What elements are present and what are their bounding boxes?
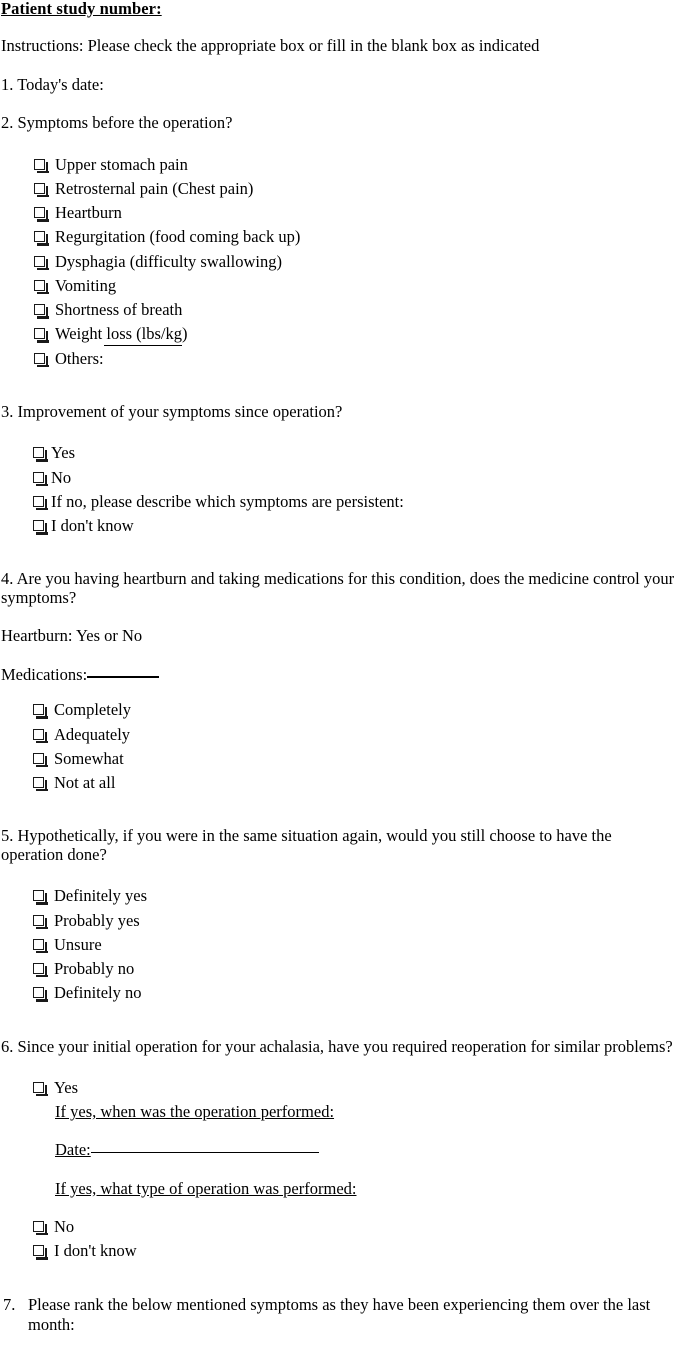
spacer: [1, 1263, 676, 1295]
checkbox-option[interactable]: [1, 933, 676, 957]
checkbox-icon[interactable]: [33, 753, 44, 764]
medications-line: [1, 666, 676, 684]
page-title: Patient study number:: [1, 0, 162, 18]
checkbox-option[interactable]: [1, 1239, 676, 1263]
checkbox-icon[interactable]: [34, 304, 45, 315]
checkbox-label: Others:: [55, 348, 104, 368]
checkbox-option[interactable]: [1, 322, 676, 346]
checkbox-option[interactable]: [1, 909, 676, 933]
checkbox-icon[interactable]: [33, 704, 44, 715]
spacer: [1, 17, 676, 37]
if-yes-when-line: [1, 1100, 676, 1124]
checkbox-option[interactable]: [1, 298, 676, 322]
spacer: [1, 795, 676, 827]
checkbox-option-others[interactable]: [1, 347, 676, 371]
checkbox-label: Completely: [54, 700, 131, 720]
checkbox-icon[interactable]: [34, 231, 45, 242]
instructions-text: Instructions: Please check the appropriate box or fill in the blank box as indicated: [1, 36, 540, 56]
question-4-text: 4. Are you having heartburn and taking medications for this condition, does the medicine control your symptoms?: [1, 569, 675, 607]
others-blank-field[interactable]: [104, 345, 182, 346]
medications-label: Medications:: [1, 664, 88, 684]
checkbox-icon[interactable]: [34, 328, 45, 339]
checkbox-label: Probably no: [54, 959, 135, 978]
checkbox-option[interactable]: [1, 1215, 676, 1239]
checkbox-icon[interactable]: [34, 280, 45, 291]
spacer: [1, 864, 676, 884]
spacer: [1, 538, 676, 570]
spacer: [1, 607, 676, 627]
if-yes-type-line: [1, 1177, 676, 1201]
checkbox-label: If no, please describe which symptoms are persistent:: [51, 491, 404, 511]
if-yes-when-label: If yes, when was the operation performed:: [55, 1102, 335, 1122]
question-6-text: 6. Since your initial operation for your achalasia, have you required reoperation for similar problems?: [1, 1036, 673, 1056]
checkbox-option[interactable]: [1, 225, 676, 249]
question-5-options: [1, 884, 676, 1005]
checkbox-label: Regurgitation (food coming back up): [55, 227, 301, 247]
checkbox-icon[interactable]: [33, 777, 44, 788]
checkbox-icon[interactable]: [33, 1245, 44, 1256]
date-blank-field[interactable]: [91, 1152, 319, 1153]
question-2-options: [1, 153, 676, 371]
heartburn-line: Heartburn: Yes or No: [1, 626, 143, 646]
checkbox-option[interactable]: [1, 441, 676, 465]
checkbox-option[interactable]: [1, 957, 676, 981]
spacer: [1, 1201, 676, 1215]
checkbox-label: Not at all: [54, 773, 116, 793]
checkbox-icon[interactable]: [33, 472, 44, 483]
checkbox-label: Probably yes: [54, 910, 140, 930]
spacer: [1, 646, 676, 666]
checkbox-icon[interactable]: [33, 939, 44, 950]
checkbox-label: Heartburn: [55, 203, 122, 223]
checkbox-icon[interactable]: [33, 890, 44, 901]
spacer: [1, 684, 676, 698]
checkbox-label: I don't know: [54, 1241, 137, 1261]
checkbox-option[interactable]: [1, 723, 676, 747]
checkbox-label: Yes: [54, 1077, 79, 1097]
question-7-number: 7.: [3, 1295, 16, 1315]
checkbox-label: Dysphagia (difficulty swallowing): [55, 251, 282, 271]
checkbox-option[interactable]: [1, 466, 676, 490]
checkbox-label: I don't know: [51, 516, 134, 536]
question-7-text: Please rank the below mentioned symptoms as they have been experiencing them over the last month:: [28, 1295, 651, 1334]
question-7: [1, 1295, 676, 1334]
checkbox-label: No: [51, 467, 72, 487]
checkbox-option[interactable]: [1, 698, 676, 722]
checkbox-label: Shortness of breath: [55, 300, 183, 320]
checkbox-option[interactable]: [1, 514, 676, 538]
checkbox-icon[interactable]: [34, 207, 45, 218]
checkbox-option[interactable]: [1, 201, 676, 225]
spacer: [1, 1124, 676, 1138]
checkbox-option[interactable]: [1, 490, 676, 514]
checkbox-option[interactable]: [1, 177, 676, 201]
question-3-text: 3. Improvement of your symptoms since operation?: [1, 401, 343, 421]
checkbox-icon[interactable]: [34, 159, 45, 170]
checkbox-icon[interactable]: [33, 1221, 44, 1232]
checkbox-option[interactable]: [1, 1076, 676, 1100]
spacer: [1, 94, 676, 114]
checkbox-label: Definitely no: [54, 983, 142, 1003]
checkbox-option[interactable]: [1, 274, 676, 298]
question-6-options: [1, 1076, 676, 1100]
date-line: [1, 1138, 676, 1162]
question-6-options-tail: [1, 1215, 676, 1264]
checkbox-icon[interactable]: [33, 496, 44, 507]
checkbox-label: Adequately: [54, 724, 131, 744]
checkbox-icon[interactable]: [33, 987, 44, 998]
checkbox-label: Weight loss (lbs/kg): [55, 324, 188, 344]
spacer: [1, 1006, 676, 1038]
spacer: [1, 371, 676, 403]
question-1-text: 1. Today's date:: [1, 74, 104, 94]
question-2-text: 2. Symptoms before the operation?: [1, 113, 233, 133]
checkbox-label: No: [54, 1216, 75, 1236]
question-3-options: [1, 441, 676, 538]
question-4-options: [1, 698, 676, 795]
checkbox-icon[interactable]: [34, 353, 45, 364]
checkbox-icon[interactable]: [34, 183, 45, 194]
checkbox-icon[interactable]: [33, 520, 44, 531]
checkbox-icon[interactable]: [33, 447, 44, 458]
checkbox-option[interactable]: [1, 250, 676, 274]
checkbox-icon[interactable]: [33, 915, 44, 926]
medications-blank-field[interactable]: [87, 676, 159, 678]
question-5-text: 5. Hypothetically, if you were in the same situation again, would you still choose to have the operation done?: [1, 826, 612, 864]
checkbox-icon[interactable]: [33, 729, 44, 740]
spacer: [1, 56, 676, 76]
spacer: [1, 1163, 676, 1177]
checkbox-option[interactable]: [1, 884, 676, 908]
checkbox-icon[interactable]: [33, 963, 44, 974]
checkbox-option[interactable]: [1, 981, 676, 1005]
checkbox-label: Definitely yes: [54, 886, 148, 906]
spacer: [1, 1056, 676, 1076]
checkbox-label: Upper stomach pain: [55, 154, 188, 174]
checkbox-option[interactable]: [1, 771, 676, 795]
checkbox-option[interactable]: [1, 747, 676, 771]
checkbox-option[interactable]: [1, 153, 676, 177]
date-label: Date:: [55, 1140, 91, 1160]
checkbox-label: Vomiting: [55, 275, 117, 295]
checkbox-label: Unsure: [54, 934, 102, 954]
checkbox-label: Somewhat: [54, 748, 124, 768]
checkbox-icon[interactable]: [34, 256, 45, 267]
if-yes-type-label: If yes, what type of operation was performed:: [55, 1178, 357, 1198]
checkbox-icon[interactable]: [33, 1082, 44, 1093]
checkbox-label: Yes: [51, 443, 76, 463]
checkbox-label: Retrosternal pain (Chest pain): [55, 178, 254, 198]
spacer: [1, 133, 676, 153]
spacer: [1, 421, 676, 441]
